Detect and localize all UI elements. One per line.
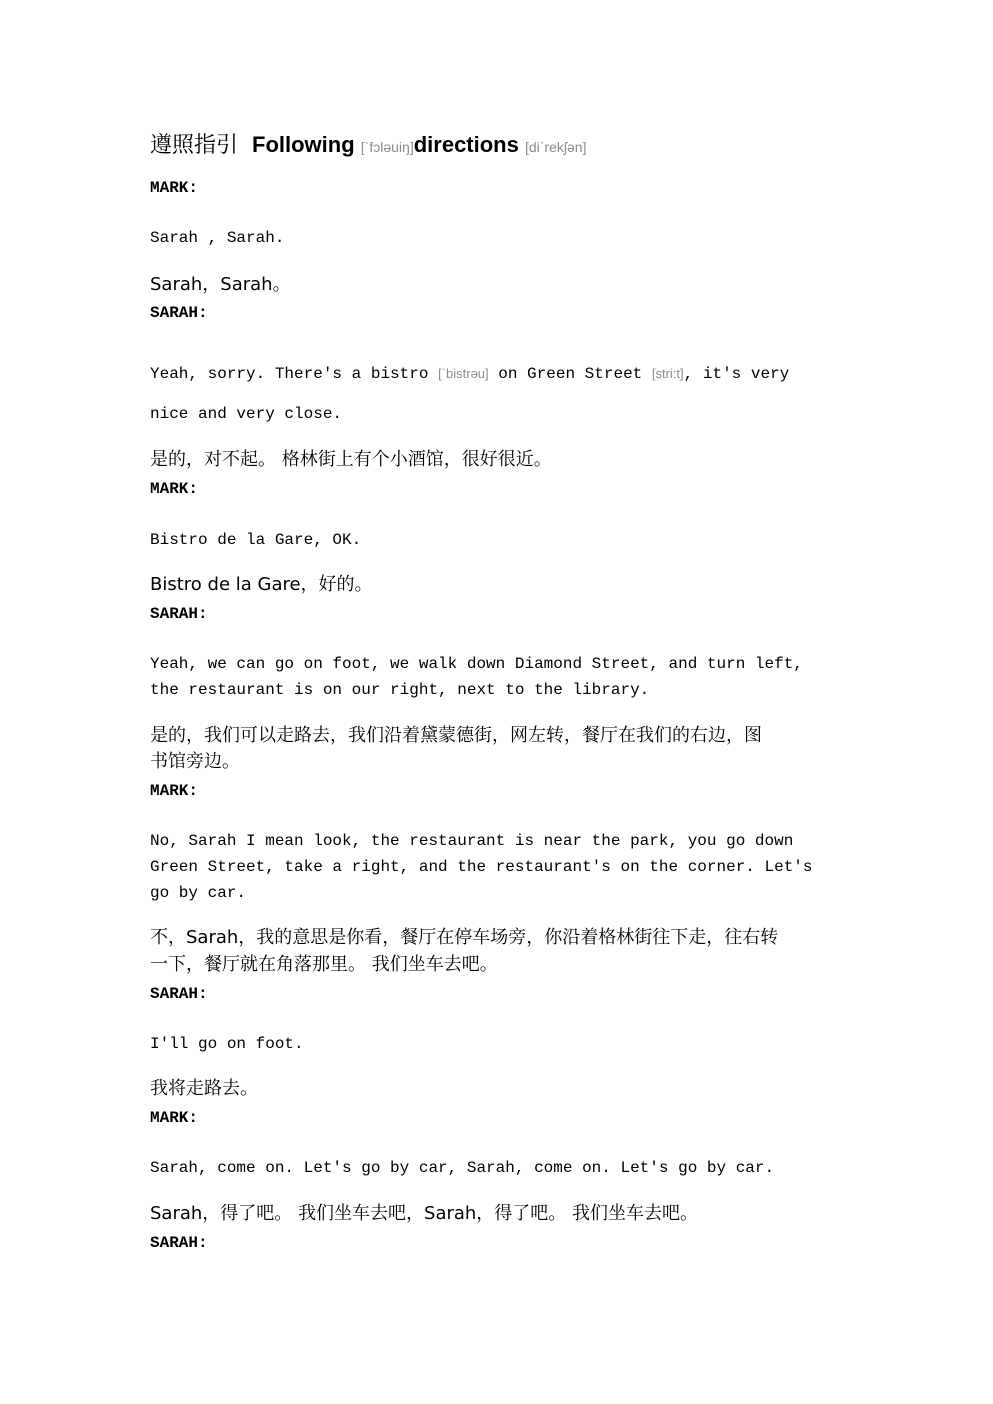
english-line: Sarah , Sarah. — [150, 229, 285, 247]
english-line: No, Sarah I mean look, the restaurant is near the park, you go down — [150, 832, 794, 850]
english-line: Green Street, take a right, and the restaurant's on the corner. Let's — [150, 858, 813, 876]
speaker-label: MARK: — [150, 179, 199, 197]
english-line: nice and very close. — [150, 405, 343, 423]
speaker-label: MARK: — [150, 1109, 199, 1127]
speaker-label: SARAH: — [150, 304, 208, 322]
text-segment: , it's very — [683, 365, 790, 383]
speaker-label: SARAH: — [150, 985, 208, 1003]
speaker-label: SARAH: — [150, 1234, 208, 1252]
chinese-line: 不，Sarah，我的意思是你看，餐厅在停车场旁，你沿着格林街往下走，往右转 — [150, 927, 779, 948]
chinese-line: 是的，对不起。 格林街上有个小酒馆，很好很近。 — [150, 449, 552, 470]
english-line: Sarah, come on. Let's go by car, Sarah, come on. Let's go by car. — [150, 1159, 775, 1177]
document-title — [150, 134, 586, 157]
english-line: go by car. — [150, 884, 247, 902]
phonetic-following: [ˈfɔləuiŋ] — [360, 139, 414, 155]
chinese-line: Sarah，Sarah。 — [150, 274, 291, 295]
chinese-line: 一下，餐厅就在角落那里。 我们坐车去吧。 — [150, 954, 498, 975]
english-line: Yeah, we can go on foot, we walk down Diamond Street, and turn left, — [150, 655, 803, 673]
chinese-line: Sarah，得了吧。 我们坐车去吧，Sarah，得了吧。 我们坐车去吧。 — [150, 1203, 699, 1224]
chinese-line: Bistro de la Gare，好的。 — [150, 574, 373, 595]
phonetic-bistro: [ˈbistrəu] — [438, 366, 489, 381]
chinese-line: 书馆旁边。 — [150, 751, 240, 772]
title-chinese: 遵照指引 — [150, 133, 239, 158]
phonetic-directions: [diˈrekʃən] — [524, 139, 587, 155]
english-line — [150, 366, 789, 382]
text-segment: on Green Street — [488, 365, 643, 383]
english-line: the restaurant is on our right, next to the library. — [150, 681, 650, 699]
title-word-following: Following — [252, 132, 355, 157]
english-line: Bistro de la Gare, OK. — [150, 531, 362, 549]
title-word-directions: directions — [413, 132, 519, 157]
chinese-line: 我将走路去。 — [150, 1078, 258, 1099]
phonetic-street: [stri:t] — [651, 366, 684, 381]
speaker-label: MARK: — [150, 782, 199, 800]
speaker-label: MARK: — [150, 480, 199, 498]
chinese-line: 是的，我们可以走路去，我们沿着黛蒙德街，网左转，餐厅在我们的右边，图 — [150, 725, 762, 746]
text-segment: Yeah, sorry. There's a bistro — [150, 365, 429, 383]
speaker-label: SARAH: — [150, 605, 208, 623]
english-line: I'll go on foot. — [150, 1035, 304, 1053]
